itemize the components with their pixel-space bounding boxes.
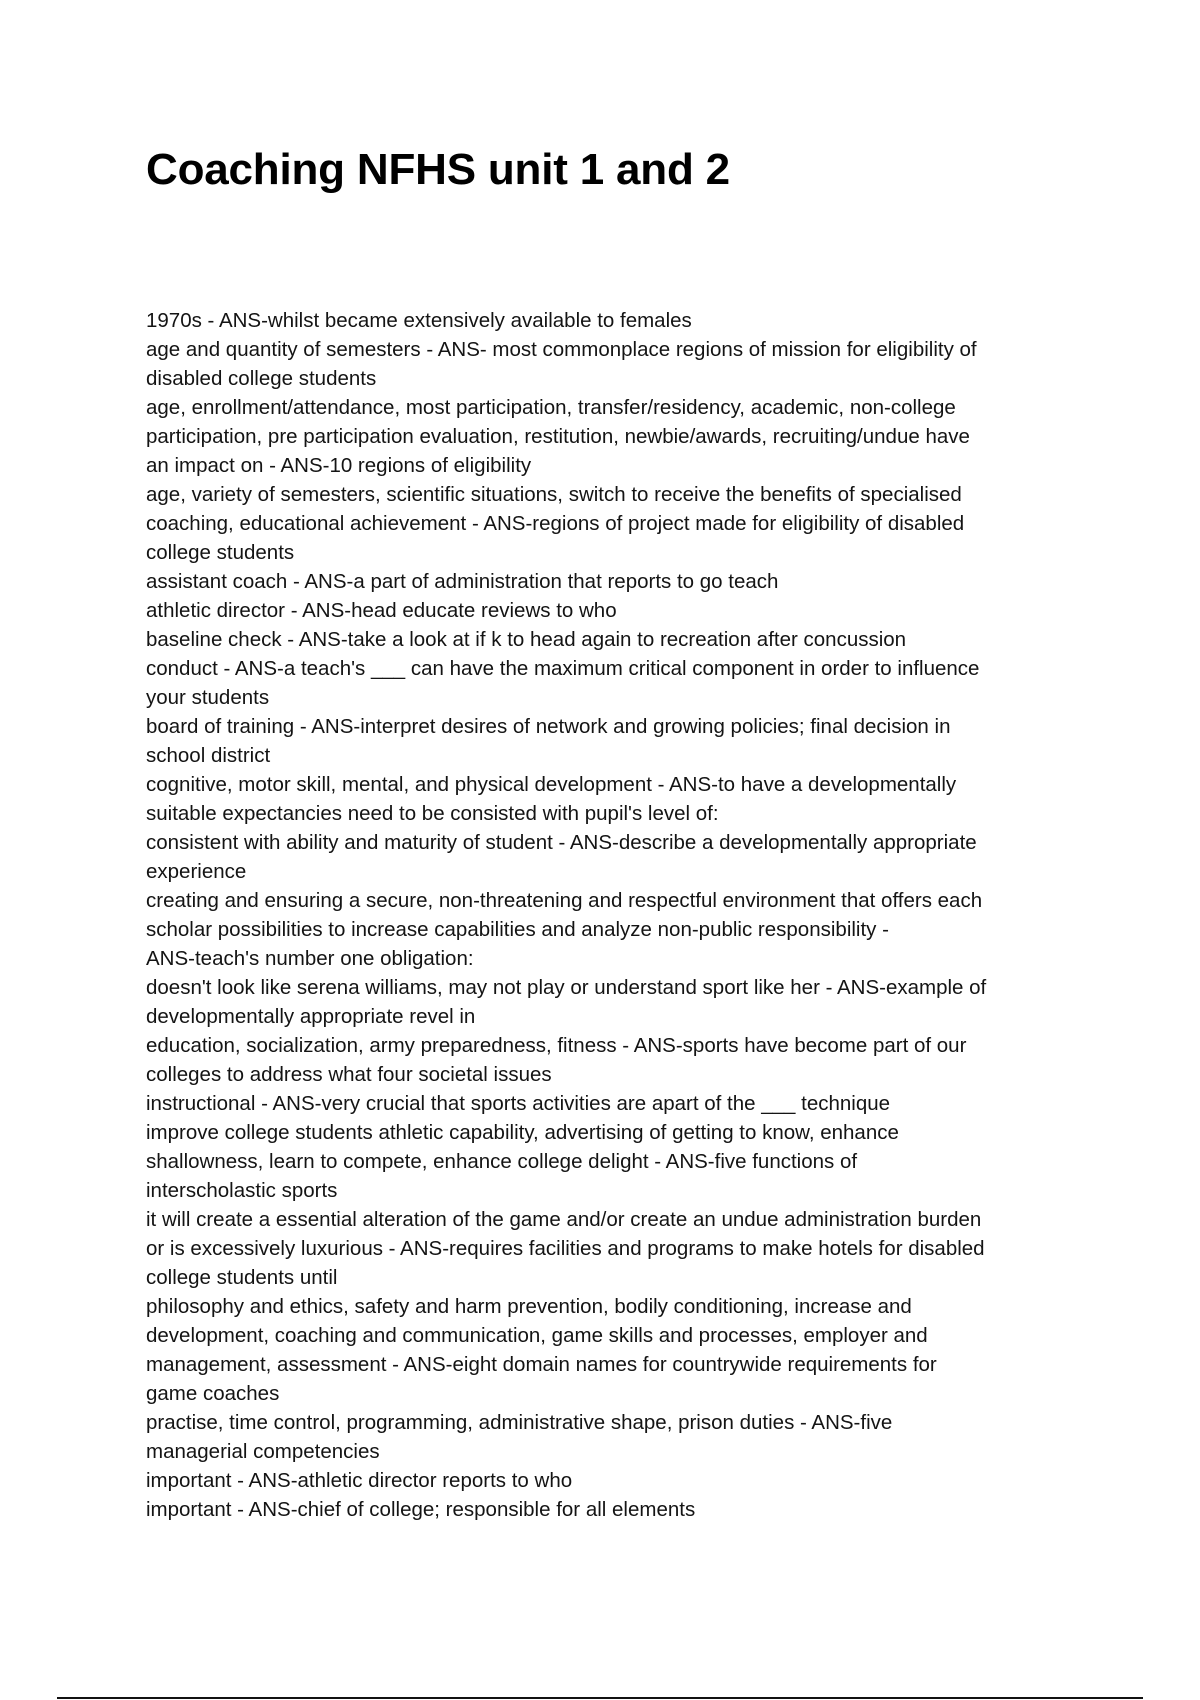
text-line: creating and ensuring a secure, non-threatening and respectful environment that offers each [146, 889, 983, 912]
text-line: colleges to address what four societal issues [146, 1063, 552, 1086]
text-line: consistent with ability and maturity of student - ANS-describe a developmentally appropriate [146, 831, 977, 854]
text-line: important - ANS-athletic director reports to who [146, 1469, 573, 1492]
text-line: education, socialization, army preparedness, fitness - ANS-sports have become part of our [146, 1034, 967, 1057]
flashcard-list [146, 306, 1066, 1524]
text-line: disabled college students [146, 367, 377, 390]
text-line: managerial competencies [146, 1440, 380, 1463]
text-line: philosophy and ethics, safety and harm prevention, bodily conditioning, increase and [146, 1295, 912, 1318]
text-line: an impact on - ANS-10 regions of eligibility [146, 454, 532, 477]
text-line: improve college students athletic capability, advertising of getting to know, enhance [146, 1121, 899, 1144]
text-line: 1970s - ANS-whilst became extensively available to females [146, 309, 692, 332]
text-line: ANS-teach's number one obligation: [146, 947, 474, 970]
text-line: development, coaching and communication, game skills and processes, employer and [146, 1324, 928, 1347]
text-line: baseline check - ANS-take a look at if k to head again to recreation after concussion [146, 628, 907, 651]
text-line: coaching, educational achievement - ANS-regions of project made for eligibility of disabled [146, 512, 965, 535]
text-line: age and quantity of semesters - ANS- most commonplace regions of mission for eligibility of [146, 338, 977, 361]
text-line: interscholastic sports [146, 1179, 338, 1202]
text-line: college students [146, 541, 295, 564]
text-line: instructional - ANS-very crucial that sports activities are apart of the ___ technique [146, 1092, 891, 1115]
text-line: cognitive, motor skill, mental, and physical development - ANS-to have a developmentally [146, 773, 957, 796]
text-line: developmentally appropriate revel in [146, 1005, 476, 1028]
footer-divider [57, 1697, 1143, 1699]
text-line: participation, pre participation evaluation, restitution, newbie/awards, recruiting/undue have [146, 425, 970, 448]
document-title: Coaching NFHS unit 1 and 2 [146, 145, 730, 194]
text-line: important - ANS-chief of college; responsible for all elements [146, 1498, 696, 1521]
text-line: age, enrollment/attendance, most participation, transfer/residency, academic, non-college [146, 396, 956, 419]
text-line: athletic director - ANS-head educate reviews to who [146, 599, 617, 622]
text-line: suitable expectancies need to be consisted with pupil's level of: [146, 802, 719, 825]
text-line: age, variety of semesters, scientific situations, switch to receive the benefits of specialised [146, 483, 962, 506]
text-line: or is excessively luxurious - ANS-requires facilities and programs to make hotels for disabled [146, 1237, 985, 1260]
text-line: college students until [146, 1266, 338, 1289]
text-line: practise, time control, programming, administrative shape, prison duties - ANS-five [146, 1411, 893, 1434]
text-line: assistant coach - ANS-a part of administration that reports to go teach [146, 570, 779, 593]
text-line: school district [146, 744, 271, 767]
text-line: doesn't look like serena williams, may not play or understand sport like her - ANS-example of [146, 976, 987, 999]
text-line: scholar possibilities to increase capabilities and analyze non-public responsibility - [146, 918, 889, 941]
text-line: it will create a essential alteration of the game and/or create an undue administration burden [146, 1208, 982, 1231]
text-line: experience [146, 860, 247, 883]
text-line: game coaches [146, 1382, 280, 1405]
text-line: management, assessment - ANS-eight domain names for countrywide requirements for [146, 1353, 937, 1376]
text-line: conduct - ANS-a teach's ___ can have the maximum critical component in order to influence [146, 657, 980, 680]
text-line: board of training - ANS-interpret desires of network and growing policies; final decision in [146, 715, 951, 738]
text-line: shallowness, learn to compete, enhance college delight - ANS-five functions of [146, 1150, 858, 1173]
text-line: your students [146, 686, 270, 709]
